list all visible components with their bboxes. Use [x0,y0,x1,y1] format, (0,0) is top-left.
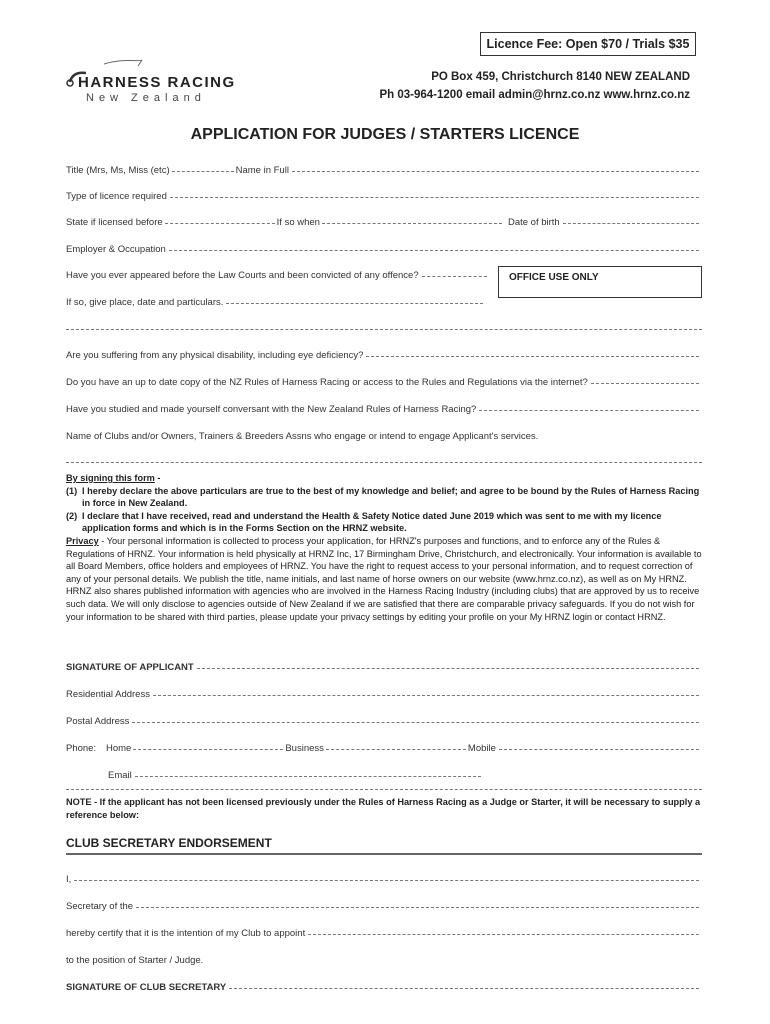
mobile-label: Mobile [467,743,496,754]
rules-copy-field[interactable] [591,383,699,384]
declaration-item-2-number: (2) [66,510,78,521]
postal-row [66,715,702,729]
home-label: Home [106,743,132,754]
disability-label: Are you suffering from any physical disability, including eye deficiency? [66,350,364,361]
law-courts-field[interactable] [422,276,487,277]
postal-field[interactable] [132,722,699,723]
secretary-of-field[interactable] [136,907,699,908]
licence-type-row [66,190,702,204]
dob-label: Date of birth [507,217,560,228]
title-label: Title (Mrs, Ms, Miss (etc) [66,165,170,176]
position-row [66,954,702,968]
certify-label: hereby certify that it is the intention of my Club to appoint [66,928,306,939]
particulars-line[interactable] [66,329,702,330]
declaration-item-1-text: I hereby declare the above particulars are true to the best of my knowledge and belief; and agree to be bound by the Rules of Harness Racing in force in New Zealand. [82,485,700,509]
mobile-phone-field[interactable] [499,749,699,750]
certify-row [66,927,702,941]
if-so-give-row [66,296,486,310]
clubs-row [66,430,702,444]
licence-type-field[interactable] [170,197,699,198]
licence-fee-box: Licence Fee: Open $70 / Trials $35 [480,32,696,56]
page-title: APPLICATION FOR JUDGES / STARTERS LICENCE [190,126,580,143]
employer-row [66,243,702,257]
email-row [108,769,484,783]
if-so-when-field[interactable] [322,223,502,224]
residential-label: Residential Address [66,689,150,700]
residential-field[interactable] [153,695,699,696]
clubs-label: Name of Clubs and/or Owners, Trainers & Breeders Assns who engage or intend to engage Applicant's services. [66,431,539,442]
law-courts-label: Have you ever appeared before the Law Courts and been convicted of any offence? [66,270,419,281]
rules-copy-row [66,376,702,390]
if-so-give-field[interactable] [226,303,483,304]
postal-label: Postal Address [66,716,130,727]
club-i-label: I, [66,874,72,885]
club-i-field[interactable] [74,880,699,881]
business-label: Business [285,743,324,754]
contact-address [379,68,690,104]
signature-club-row [66,981,702,995]
email-label: Email [108,770,132,781]
privacy-text: - Your personal information is collected to process your application, for HRNZ's purposes and functions, and to enforce any of the Rules & Regulations of HRNZ. Your information is held physically at HRNZ Inc, 17 Birmingham Drive, Christchurch, and electronically. Your information is available to all Board Members, office holders and employees of HRNZ. You have the right to request access to your personal information, and to request correction of any of your personal details. We publish the title, name initials, and last name of horse owners on our website (www.hrnz.co.nz), as well as on My HRNZ. HRNZ also shares published information with agencies who are involved in the Harness Racing Industry (including clubs) that are approved by us to receive such data. We will only disclose to agencies outside of New Zealand if we are satisfied that there are comparable privacy safeguards. If you do not wish for your information to be shared with third parties, please update your privacy settings by editing your profile on your My HRNZ login or contact HRNZ. [66,535,702,622]
secretary-of-label: Secretary of the [66,901,134,912]
club-i-row [66,873,702,887]
employer-label: Employer & Occupation [66,244,166,255]
signature-club-field[interactable] [229,988,699,989]
reference-note: NOTE - If the applicant has not been licensed previously under the Rules of Harness Racing as a Judge or Starter, it will be necessary to supply a reference below: [66,797,701,820]
declaration-block [66,472,702,623]
declaration-heading-suffix: - [154,473,161,483]
business-phone-field[interactable] [326,749,466,750]
logo-sub-text: New Zealand [86,92,206,104]
declaration-item-1 [66,485,702,510]
state-licensed-field[interactable] [165,223,275,224]
club-heading-underline [66,853,702,855]
address-line-1: PO Box 459, Christchurch 8140 NEW ZEALAND [431,71,690,83]
privacy-paragraph [66,535,702,623]
title-name-row [66,164,702,178]
residential-row [66,688,702,702]
phone-row [66,742,702,756]
signature-club-label: SIGNATURE OF CLUB SECRETARY [66,982,227,993]
dob-field[interactable] [563,223,699,224]
clubs-line[interactable] [66,462,702,463]
club-endorsement-heading: CLUB SECRETARY ENDORSEMENT [66,836,272,850]
position-label: to the position of Starter / Judge. [66,955,204,966]
logo-brand-text: HARNESS RACING [78,74,236,91]
declaration-item-2 [66,510,702,535]
signature-applicant-field[interactable] [197,668,699,669]
state-licensed-row [66,216,702,230]
secretary-of-row [66,900,702,914]
signature-applicant-label: SIGNATURE OF APPLICANT [66,662,194,673]
privacy-label: Privacy [66,535,99,546]
rules-copy-label: Do you have an up to date copy of the NZ Rules of Harness Racing or access to the Rules and Regulations via the internet? [66,377,588,388]
if-so-give-label: If so, give place, date and particulars. [66,297,224,308]
home-phone-field[interactable] [133,749,283,750]
disability-field[interactable] [366,356,699,357]
address-line-2: Ph 03-964-1200 email admin@hrnz.co.nz www.hrnz.co.nz [379,89,690,101]
declaration-item-1-number: (1) [66,485,78,496]
law-courts-row [66,269,490,283]
office-use-box: OFFICE USE ONLY [498,266,702,298]
signature-applicant-row [66,661,702,675]
email-field[interactable] [135,776,481,777]
licence-type-label: Type of licence required [66,191,167,202]
if-so-when-label: If so when [276,217,320,228]
declaration-item-2-text: I declare that I have received, read and understand the Health & Safety Notice dated June 2019 which was sent to me with my licence application forms and which is in the Forms Section on the HRNZ website. [82,510,662,534]
name-label: Name in Full [235,165,289,176]
phone-label: Phone: [66,743,97,754]
studied-label: Have you studied and made yourself conversant with the New Zealand Rules of Harness Racing? [66,404,477,415]
name-field[interactable] [292,171,699,172]
state-licensed-label: State if licensed before [66,217,163,228]
hrnz-logo [64,52,244,112]
title-field[interactable] [172,171,234,172]
disability-row [66,349,702,363]
employer-field[interactable] [169,250,699,251]
note-separator [66,789,702,790]
declaration-heading: By signing this form [66,473,155,483]
studied-field[interactable] [479,410,699,411]
appointee-field[interactable] [308,934,699,935]
studied-row [66,403,702,417]
